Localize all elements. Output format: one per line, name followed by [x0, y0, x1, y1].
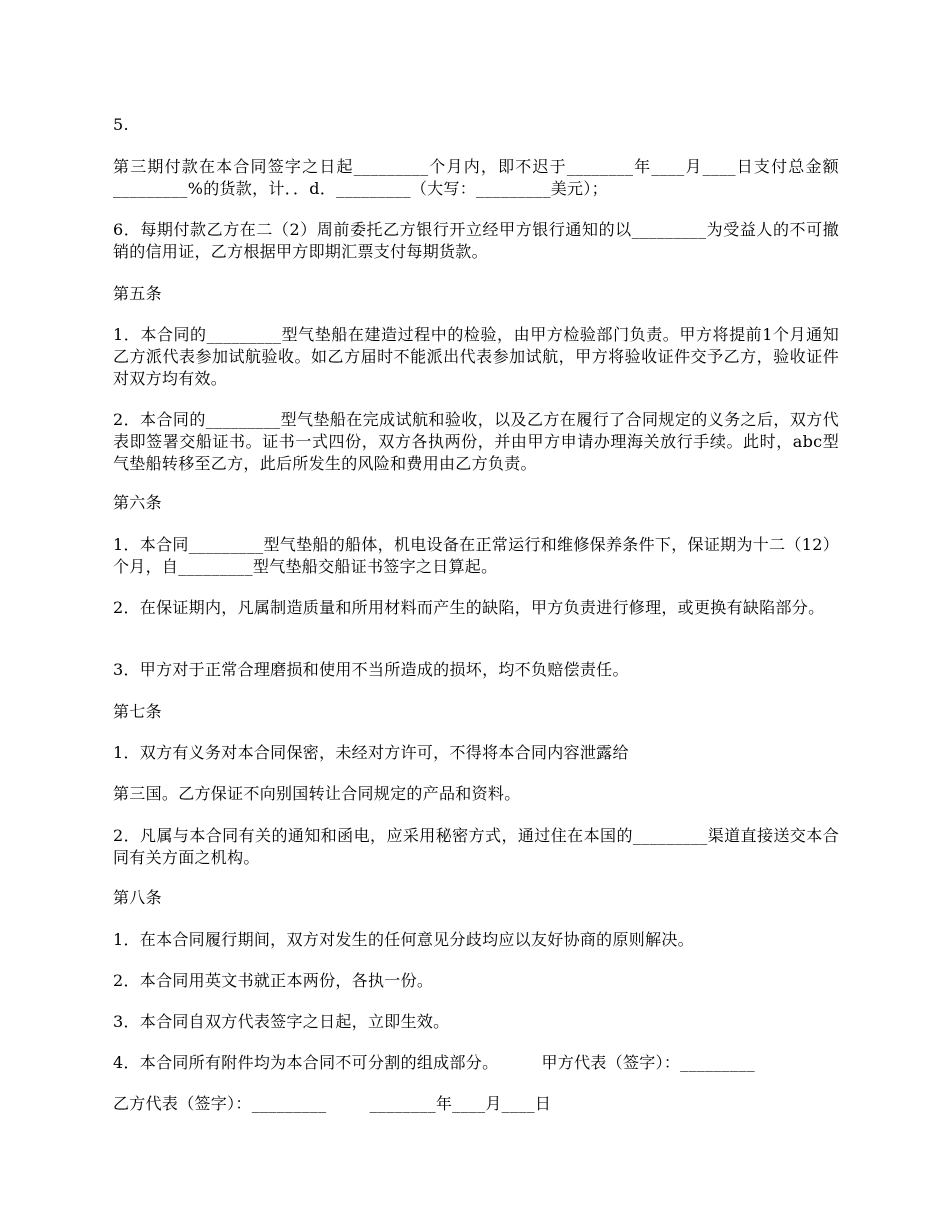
letter-of-credit-paragraph: 6．每期付款乙方在二（2）周前委托乙方银行开立经甲方银行通知的以_________为受益人的不可撤销的信用证，乙方根据甲方即期汇票支付每期货款。: [113, 220, 839, 261]
article-8-clause-2: 2．本合同用英文书就正本两份，各执一份。: [113, 971, 434, 990]
article-8-clause-4-with-party-a-signature: 4．本合同所有附件均为本合同不可分割的组成部分。 甲方代表（签字）：_________: [113, 1053, 755, 1072]
article-8-heading: 第八条: [113, 888, 162, 907]
article-5-clause-2: 2．本合同的_________型气垫船在完成试航和验收，以及乙方在履行了合同规定的义务之后，双方代表即签署交船证书。证书一式四份，双方各执两份，并由甲方申请办理海关放行手续。此时，abc型气垫船转移至乙方，此后所发生的风险和费用由乙方负责。: [113, 410, 839, 473]
article-6-clause-3: 3．甲方对于正常合理磨损和使用不当所造成的损坏，均不负赔偿责任。: [113, 660, 629, 679]
article-6-heading: 第六条: [113, 493, 162, 512]
party-b-signature-and-date: 乙方代表（签字）：_________ ________年____月____日: [113, 1094, 552, 1113]
article-8-clause-3: 3．本合同自双方代表签字之日起，立即生效。: [113, 1012, 450, 1031]
article-6-clause-1: 1．本合同_________型气垫船的船体，机电设备在正常运行和维修保养条件下，保证期为十二（12）个月，自_________型气垫船交船证书签字之日算起。: [113, 535, 839, 576]
article-7-clause-2: 2．凡属与本合同有关的通知和函电，应采用秘密方式，通过住在本国的_________渠道直接送交本合同有关方面之机构。: [113, 826, 839, 867]
article-6-clause-2: 2．在保证期内，凡属制造质量和所用材料而产生的缺陷，甲方负责进行修理，或更换有缺陷部分。: [113, 598, 825, 617]
article-5-heading: 第五条: [113, 284, 162, 303]
article-7-heading: 第七条: [113, 702, 162, 721]
article-8-clause-1: 1．在本合同履行期间，双方对发生的任何意见分歧均应以友好协商的原则解决。: [113, 930, 694, 949]
article-5-clause-1: 1．本合同的_________型气垫船在建造过程中的检验，由甲方检验部门负责。甲方将提前1个月通知乙方派代表参加试航验收。如乙方届时不能派出代表参加试航，甲方将验收证件交予乙方，验收证件对双方均有效。: [113, 325, 839, 388]
article-7-clause-1-continued: 第三国。乙方保证不向别国转让合同规定的产品和资料。: [113, 784, 521, 803]
third-payment-paragraph: 第三期付款在本合同签字之日起_________个月内，即不迟于________年____月____日支付总金额_________%的货款，计．．d．_________（大写：_________美元）；: [113, 157, 839, 198]
clause-5-number: 5.: [113, 115, 129, 134]
article-7-clause-1: 1．双方有义务对本合同保密，未经对方许可，不得将本合同内容泄露给: [113, 743, 629, 762]
